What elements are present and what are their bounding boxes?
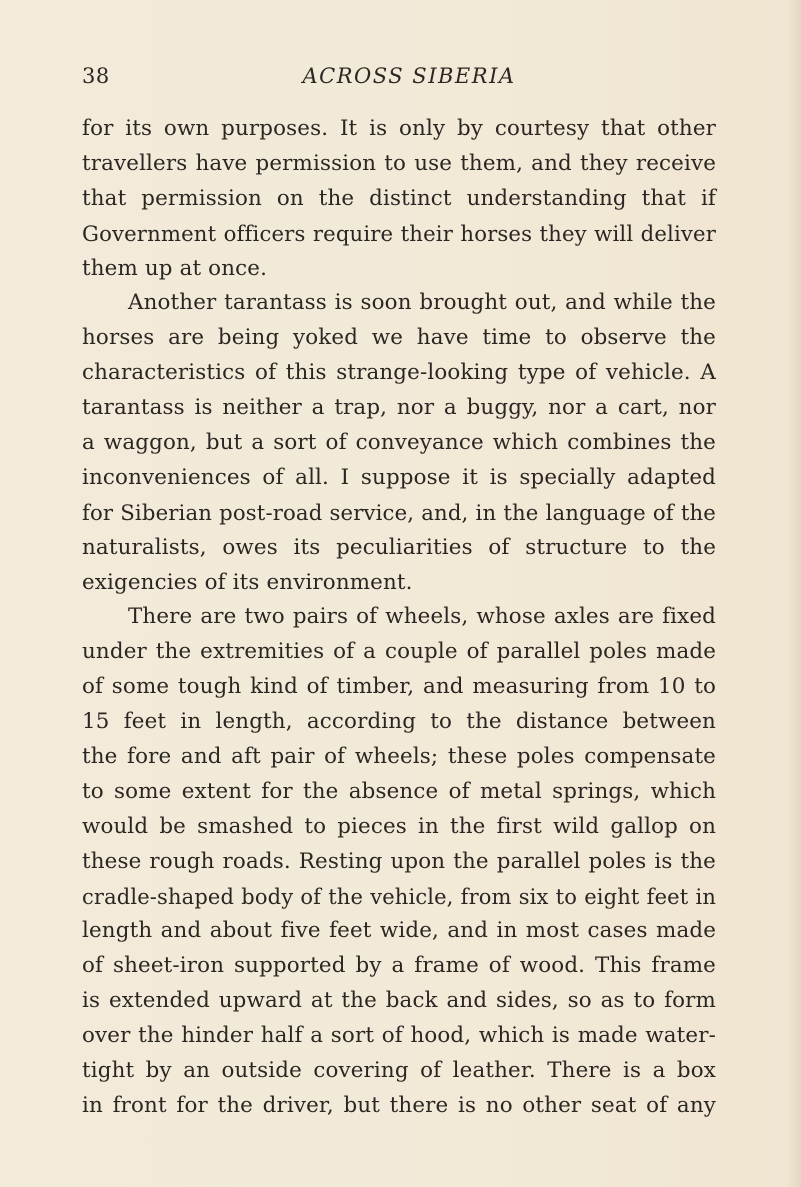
text-line: tight by an outside covering of leather. There is a box <box>82 1058 716 1084</box>
text-line: these rough roads. Resting upon the parallel poles is the <box>82 848 716 874</box>
text-line: over the hinder half a sort of hood, which is made water- <box>82 1023 716 1049</box>
text-line: for Siberian post-road service, and, in the language of the <box>82 499 716 525</box>
text-line: naturalists, owes its peculiarities of structure to the <box>82 534 716 560</box>
text-line: inconveniences of all. I suppose it is specially adapted <box>82 464 716 490</box>
text-line: of some tough kind of timber, and measuring from 10 to <box>82 674 716 700</box>
text-line: would be smashed to pieces in the first wild gallop on <box>82 813 716 839</box>
running-head <box>82 64 712 94</box>
text-line: for its own purposes. It is only by courtesy that other <box>82 116 716 141</box>
text-line: characteristics of this strange-looking type of vehicle. A <box>82 360 716 386</box>
text-line: cradle-shaped body of the vehicle, from six to eight feet in <box>82 884 716 909</box>
text-line: to some extent for the absence of metal springs, which <box>82 778 716 804</box>
text-line: 15 feet in length, according to the distance between <box>82 709 716 735</box>
text-line: exigencies of its environment. <box>82 569 413 595</box>
text-line: horses are being yoked we have time to observe the <box>82 325 716 351</box>
running-title: ACROSS SIBERIA <box>302 64 516 88</box>
text-line: that permission on the distinct understanding that if <box>82 185 716 211</box>
text-line: length and about five feet wide, and in most cases made <box>82 918 716 944</box>
text-line: Government officers require their horses they will deliver <box>82 220 716 246</box>
text-line: them up at once. <box>82 255 268 281</box>
page-edge-shadow <box>787 0 801 1187</box>
text-line: a waggon, but a sort of conveyance which combines the <box>82 430 716 456</box>
text-line: Another tarantass is soon brought out, and while the <box>128 290 716 316</box>
text-line: of sheet-iron supported by a frame of wood. This frame <box>82 953 716 979</box>
text-line: under the extremities of a couple of parallel poles made <box>82 639 716 665</box>
text-line: tarantass is neither a trap, nor a buggy, nor a cart, nor <box>82 395 716 421</box>
text-line: There are two pairs of wheels, whose axles are fixed <box>128 604 716 630</box>
text-line: is extended upward at the back and sides, so as to form <box>82 988 716 1014</box>
body-text <box>82 112 716 1124</box>
text-line: in front for the driver, but there is no other seat of any <box>82 1092 716 1118</box>
text-line: travellers have permission to use them, and they receive <box>82 150 716 176</box>
text-line: the fore and aft pair of wheels; these poles compensate <box>82 744 716 770</box>
page-number: 38 <box>82 64 110 88</box>
